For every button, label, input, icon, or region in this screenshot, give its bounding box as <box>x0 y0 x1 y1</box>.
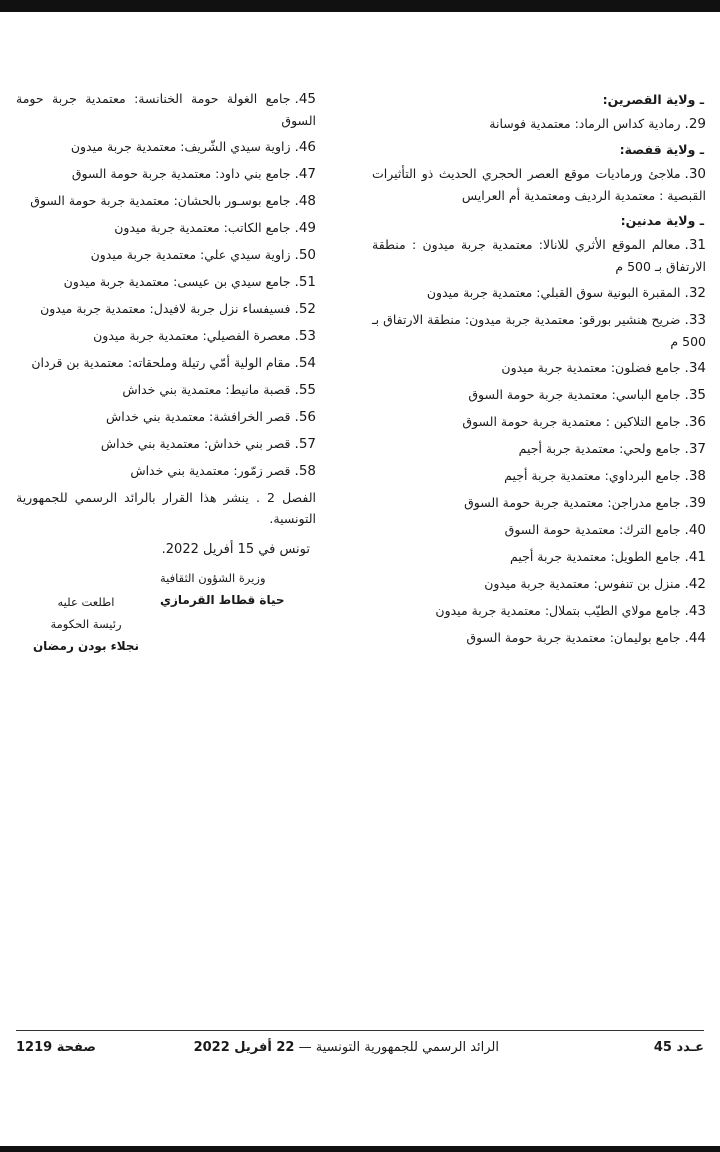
item-number: 36. <box>684 414 706 430</box>
monument-item <box>16 163 316 185</box>
item-text: معالم الموقع الأثري للانالا: معتمدية جربة ميدون : منطقة الارتفاق بـ 500 م <box>372 237 706 274</box>
item-text: جامع مولاي الطيّب بتملال: معتمدية جربة ميدون <box>435 603 681 618</box>
item-text: جامع البرداوي: معتمدية جربة أجيم <box>504 468 681 483</box>
monument-item <box>372 573 706 595</box>
item-text: جامع الباسي: معتمدية جربة حومة السوق <box>468 387 681 402</box>
item-text: زاوية سيدي علي: معتمدية جربة ميدون <box>90 247 291 262</box>
item-text: جامع فضلون: معتمدية جربة ميدون <box>501 360 681 375</box>
monument-item <box>372 309 706 352</box>
journal-date: 22 أفريل 2022 <box>193 1040 295 1055</box>
item-number: 39. <box>684 495 706 511</box>
item-number: 54. <box>294 355 316 371</box>
item-text: جامع مدراجن: معتمدية جربة حومة السوق <box>464 495 681 510</box>
monument-item <box>372 163 706 206</box>
closing-article: الفصل 2 . ينشر هذا القرار بالرائد الرسمي للجمهورية التونسية. <box>16 490 316 526</box>
item-number: 52. <box>294 301 316 317</box>
item-number: 51. <box>294 274 316 290</box>
item-text: فسيفساء نزل جربة لافيدل: معتمدية جربة ميدون <box>40 301 291 316</box>
monument-item <box>372 234 706 277</box>
item-number: 31. <box>684 237 706 253</box>
item-text: منزل بن تنفوس: معتمدية جربة ميدون <box>484 576 681 591</box>
page-footer <box>16 1040 704 1062</box>
item-number: 37. <box>684 441 706 457</box>
pm-name: نجلاء بودن رمضان <box>32 639 140 653</box>
minister-name: حياة قطاط القرمازي <box>160 593 285 607</box>
item-number: 46. <box>294 139 316 155</box>
item-number: 58. <box>294 463 316 479</box>
monument-item <box>16 244 316 266</box>
item-number: 42. <box>684 576 706 592</box>
item-text: المقبرة البونية سوق القبلي: معتمدية جربة ميدون <box>426 285 681 300</box>
left-column <box>16 88 316 667</box>
monument-item <box>16 433 316 455</box>
seen-label: اطلعت عليه <box>57 595 115 609</box>
item-text: جامع ولحي: معتمدية جربة أجيم <box>518 441 681 456</box>
item-number: 32. <box>684 285 706 301</box>
signing-date: تونس في 15 أفريل 2022. <box>161 542 310 557</box>
item-text: رمادية كداس الرماد: معتمدية فوسانة <box>489 116 681 131</box>
monument-item <box>16 190 316 212</box>
item-text: جامع الترك: معتمدية حومة السوق <box>504 522 681 537</box>
item-number: 40. <box>684 522 706 538</box>
item-text: قصبة مانيط: معتمدية بني خداش <box>122 382 291 397</box>
item-number: 45. <box>294 91 316 107</box>
item-text: جامع بوسـور بالحشان: معتمدية جربة حومة السوق <box>30 193 291 208</box>
item-text: زاوية سيدي الشّريف: معتمدية جربة ميدون <box>70 139 291 154</box>
monument-item <box>372 492 706 514</box>
item-number: 34. <box>684 360 706 376</box>
monument-item <box>16 271 316 293</box>
item-text: جامع الطويل: معتمدية جربة أجيم <box>510 549 681 564</box>
page-number: صفحة 1219 <box>16 1040 96 1055</box>
item-number: 56. <box>294 409 316 425</box>
item-text: ضريح هنشير بورقو: معتمدية جربة ميدون: منطقة الارتفاق بـ 500 م <box>372 312 706 349</box>
monument-item <box>372 113 706 135</box>
item-text: جامع سيدي بن عيسى: معتمدية جربة ميدون <box>63 274 291 289</box>
monument-item <box>372 438 706 460</box>
pm-signature <box>6 591 166 657</box>
monument-item <box>16 379 316 401</box>
monument-item <box>16 460 316 482</box>
top-border <box>0 0 720 12</box>
journal-name: الرائد الرسمي للجمهورية التونسية — <box>298 1040 499 1055</box>
item-number: 47. <box>294 166 316 182</box>
item-number: 50. <box>294 247 316 263</box>
item-text: جامع الكاتب: معتمدية جربة ميدون <box>114 220 291 235</box>
monument-item <box>16 325 316 347</box>
monument-list-left <box>16 88 316 482</box>
monument-item <box>16 298 316 320</box>
item-text: جامع بوليمان: معتمدية جربة حومة السوق <box>466 630 681 645</box>
monument-item <box>372 600 706 622</box>
item-text: قصر زمّور: معتمدية بني خداش <box>130 463 291 478</box>
bottom-border <box>0 1146 720 1152</box>
journal-title <box>194 1040 499 1055</box>
item-number: 48. <box>294 193 316 209</box>
item-number: 44. <box>684 630 706 646</box>
item-number: 55. <box>294 382 316 398</box>
monument-item <box>372 357 706 379</box>
monument-item <box>16 352 316 374</box>
monument-item <box>16 406 316 428</box>
item-text: جامع بني داود: معتمدية جربة حومة السوق <box>71 166 291 181</box>
right-column <box>372 88 706 654</box>
monument-item <box>372 627 706 649</box>
minister-signature <box>160 567 310 611</box>
item-text: مقام الولية أمّي رتيلة وملحقاته: معتمدية بن قردان <box>31 355 291 370</box>
item-text: جامع الغولة حومة الخنانسة: معتمدية جربة حومة السوق <box>16 91 316 128</box>
item-number: 57. <box>294 436 316 452</box>
monument-item <box>372 465 706 487</box>
item-number: 53. <box>294 328 316 344</box>
monument-item <box>16 136 316 158</box>
item-number: 38. <box>684 468 706 484</box>
governorate-heading: ـ ولاية مدنين: <box>620 213 704 228</box>
item-number: 30. <box>684 166 706 182</box>
item-text: جامع التلاكين : معتمدية جربة حومة السوق <box>462 414 681 429</box>
monument-item <box>372 384 706 406</box>
minister-title: وزيرة الشؤون الثقافية <box>160 571 266 585</box>
pm-title: رئيسة الحكومة <box>50 617 122 631</box>
monument-item <box>16 88 316 131</box>
item-number: 29. <box>684 116 706 132</box>
item-number: 35. <box>684 387 706 403</box>
governorate-heading: ـ ولاية قفصة: <box>619 142 704 157</box>
item-number: 43. <box>684 603 706 619</box>
item-text: قصر الخرافشة: معتمدية بني خداش <box>105 409 291 424</box>
monument-item <box>372 519 706 541</box>
monument-item <box>16 217 316 239</box>
signatures <box>16 567 316 667</box>
issue-number: عـدد 45 <box>653 1040 704 1055</box>
item-text: معصرة الفصيلي: معتمدية جربة ميدون <box>93 328 291 343</box>
item-number: 41. <box>684 549 706 565</box>
item-number: 33. <box>684 312 706 328</box>
monument-item <box>372 546 706 568</box>
footer-divider <box>16 1030 704 1031</box>
monument-item <box>372 411 706 433</box>
item-text: ملاجئ ورماديات موقع العصر الحجري الحديث ذو التأثيرات القبصية : معتمدية الرديف ومعتمدية أم العرايس <box>372 166 706 203</box>
item-number: 49. <box>294 220 316 236</box>
item-text: قصر بني خداش: معتمدية بني خداش <box>100 436 291 451</box>
monument-item <box>372 282 706 304</box>
governorate-heading: ـ ولاية القصرين: <box>602 92 704 107</box>
